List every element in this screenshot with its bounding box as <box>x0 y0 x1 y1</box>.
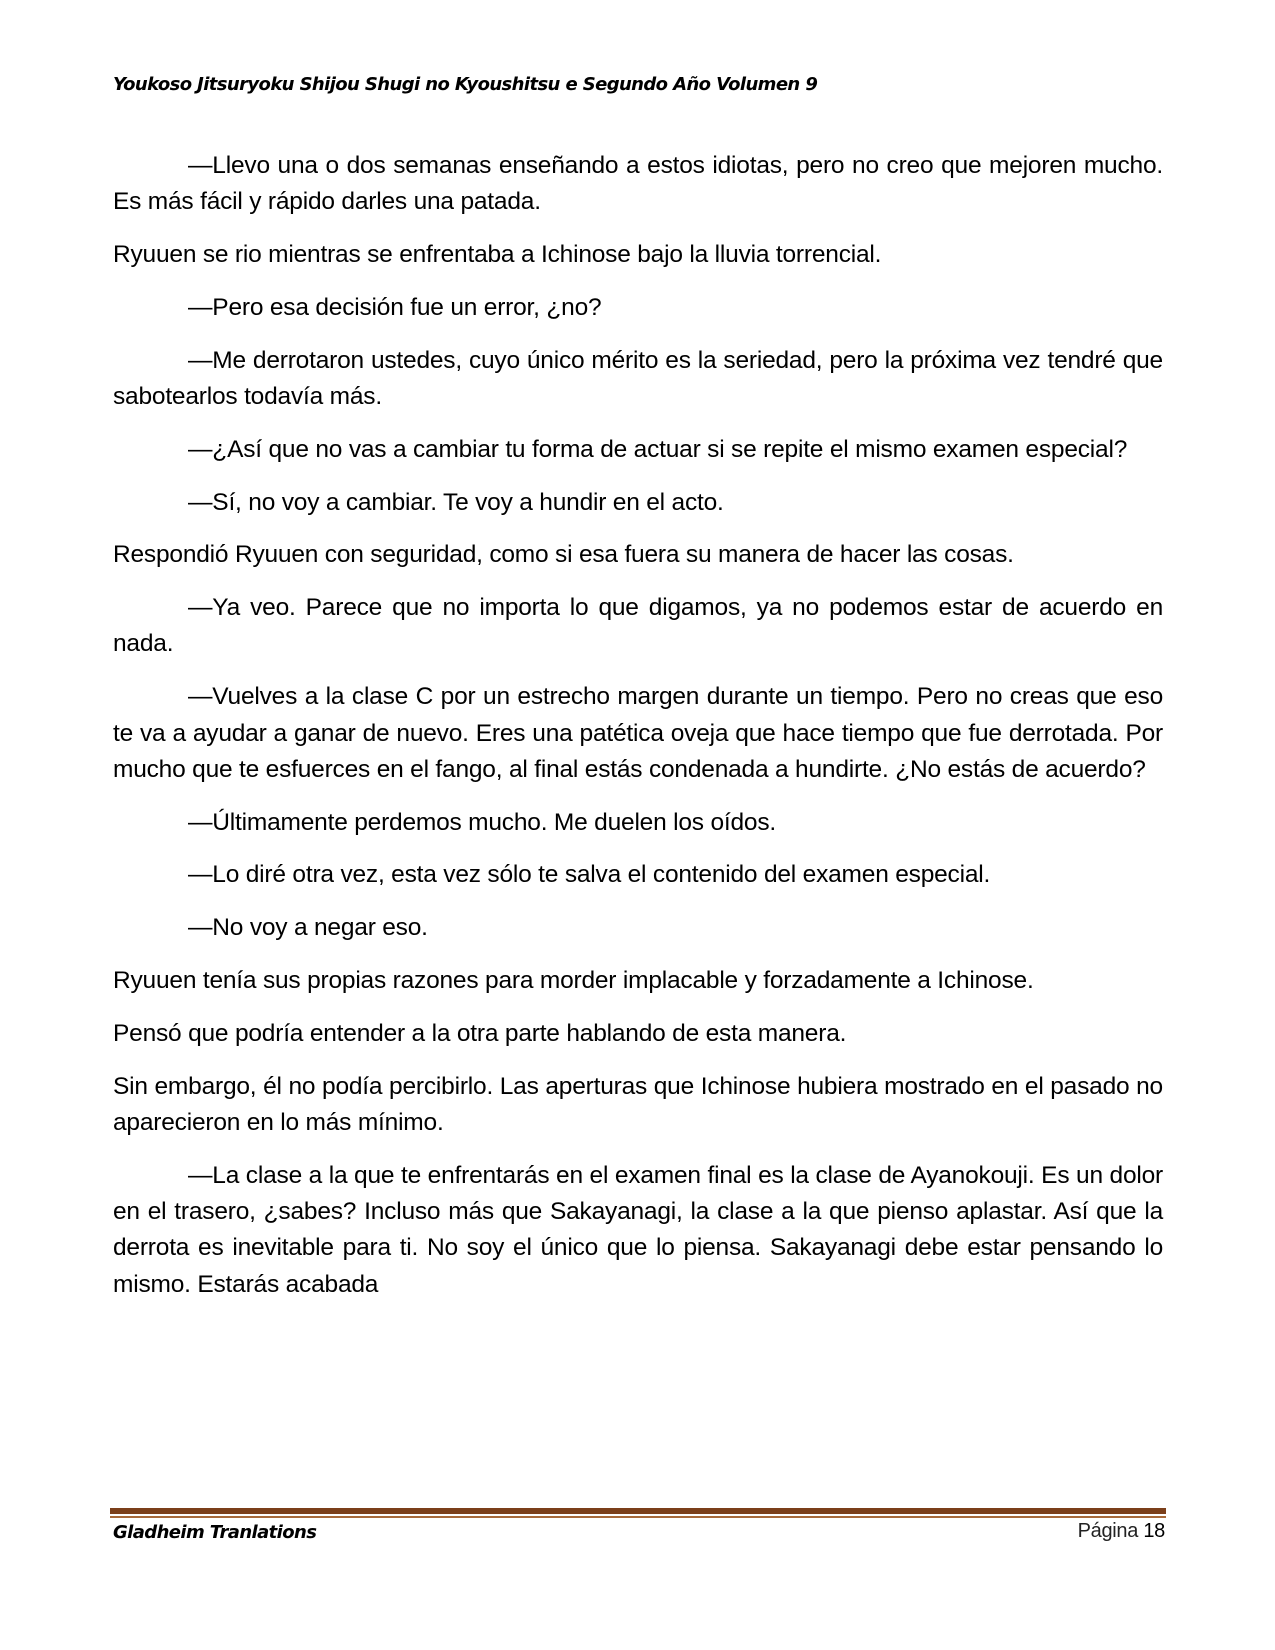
paragraph: Ryuuen tenía sus propias razones para morder implacable y forzadamente a Ichinose. <box>113 967 1034 995</box>
paragraph: —No voy a negar eso. <box>188 914 428 942</box>
paragraph: Sin embargo, él no podía percibirlo. Las aperturas que Ichinose hubiera mostrado en el pasado no aparecieron en lo más mínimo. <box>113 1072 1163 1136</box>
paragraph: —Sí, no voy a cambiar. Te voy a hundir en el acto. <box>188 488 724 516</box>
paragraph: —Lo diré otra vez, esta vez sólo te salva el contenido del examen especial. <box>188 861 991 889</box>
paragraph: —Me derrotaron ustedes, cuyo único mérito es la seriedad, pero la próxima vez tendré que sabotearlos todavía más. <box>113 346 1163 410</box>
page-body <box>113 148 1163 1319</box>
paragraph: —Ya veo. Parece que no importa lo que digamos, ya no podemos estar de acuerdo en nada. <box>113 594 1163 658</box>
page-number-block <box>1078 1520 1165 1543</box>
page-label: Página <box>1077 1520 1139 1542</box>
paragraph: —La clase a la que te enfrentarás en el examen final es la clase de Ayanokouji. Es un dolor en el trasero, ¿sabes? Incluso más que Sakayanagi, la clase a la que pienso aplastar. Así que la derrota es inevitable para ti. No soy el único que lo piensa. Sakayanagi debe estar pensando lo mismo. Estarás acabada <box>113 1161 1163 1298</box>
paragraph: Respondió Ryuuen con seguridad, como si esa fuera su manera de hacer las cosas. <box>113 541 1014 569</box>
paragraph: Pensó que podría entender a la otra parte hablando de esta manera. <box>113 1019 847 1047</box>
paragraph: Ryuuen se rio mientras se enfrentaba a Ichinose bajo la lluvia torrencial. <box>113 241 882 269</box>
paragraph: —Pero esa decisión fue un error, ¿no? <box>188 293 602 321</box>
page-number: 18 <box>1143 1520 1165 1542</box>
paragraph: —Llevo una o dos semanas enseñando a estos idiotas, pero no creo que mejoren mucho. Es más fácil y rápido darles una patada. <box>113 152 1163 216</box>
paragraph: —Vuelves a la clase C por un estrecho margen durante un tiempo. Pero no creas que eso te va a ayudar a ganar de nuevo. Eres una patética oveja que hace tiempo que fue derrotada. Por mucho que te esfuerces en el fango, al final estás condenada a hundirte. ¿No estás de acuerdo? <box>113 683 1163 783</box>
footer-divider-thin <box>110 1516 1166 1518</box>
running-header-title: Youkoso Jitsuryoku Shijou Shugi no Kyoushitsu e Segundo Año Volumen 9 <box>113 74 818 95</box>
paragraph: —¿Así que no vas a cambiar tu forma de actuar si se repite el mismo examen especial? <box>188 435 1128 463</box>
footer-divider <box>110 1508 1166 1518</box>
paragraph: —Últimamente perdemos mucho. Me duelen los oídos. <box>188 808 777 836</box>
footer-credit: Gladheim Tranlations <box>113 1522 317 1543</box>
